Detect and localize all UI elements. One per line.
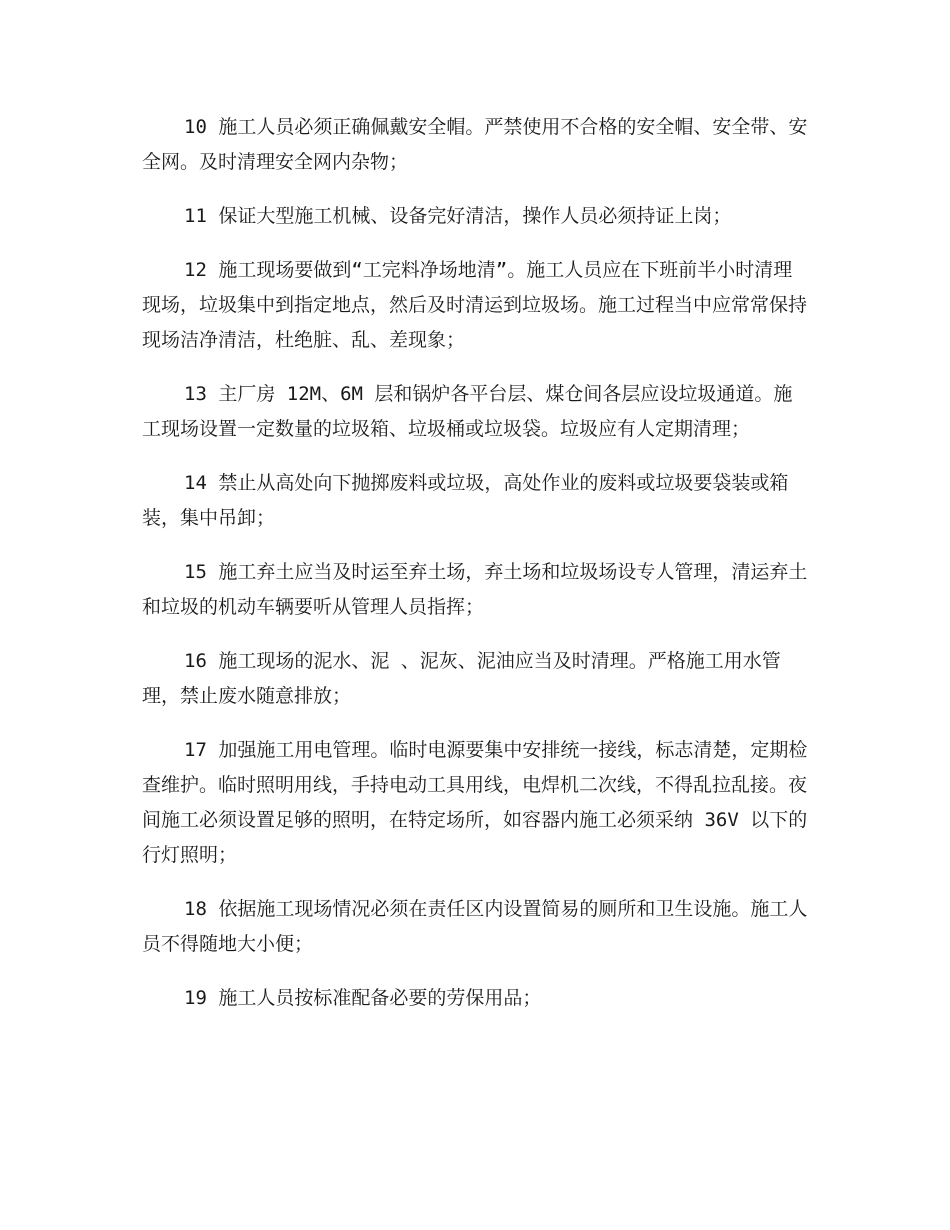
paragraph-18: 18 依据施工现场情况必须在责任区内设置简易的厕所和卫生设施。施工人员不得随地大小便； [142,898,808,955]
document-body [142,110,810,1035]
paragraph-16: 16 施工现场的泥水、泥 、泥灰、泥油应当及时清理。严格施工用水管理，禁止废水随意排放； [142,650,781,707]
paragraph-19: 19 施工人员按标准配备必要的劳保用品； [184,987,542,1009]
paragraph-17: 17 加强施工用电管理。临时电源要集中安排统一接线，标志清楚，定期检查维护。临时照明用线，手持电动工具用线，电焊机二次线，不得乱拉乱接。夜间施工必须设置足够的照明，在特定场所，如容器内施工必须采纳 36V 以下的行灯照明； [142,739,808,866]
paragraph-10: 10 施工人员必须正确佩戴安全帽。严禁使用不合格的安全帽、安全带、安全网。及时清理安全网内杂物； [142,116,808,173]
paragraph-11: 11 保证大型施工机械、设备完好清洁，操作人员必须持证上岗； [184,205,732,227]
paragraph-12: 12 施工现场要做到“工完料净场地清”。施工人员应在下班前半小时清理现场，垃圾集中到指定地点，然后及时清运到垃圾场。施工过程当中应常常保持现场洁净清洁，杜绝脏、乱、差现象； [142,259,808,351]
paragraph-14: 14 禁止从高处向下抛掷废料或垃圾，高处作业的废料或垃圾要袋装或箱装，集中吊卸； [142,472,789,529]
paragraph-15: 15 施工弃土应当及时运至弃土场，弃土场和垃圾场设专人管理，清运弃土和垃圾的机动车辆要听从管理人员指挥； [142,561,808,618]
paragraph-13: 13 主厂房 12M、6M 层和锅炉各平台层、煤仓间各层应设垃圾通道。施工现场设置一定数量的垃圾箱、垃圾桶或垃圾袋。垃圾应有人定期清理； [142,383,793,440]
